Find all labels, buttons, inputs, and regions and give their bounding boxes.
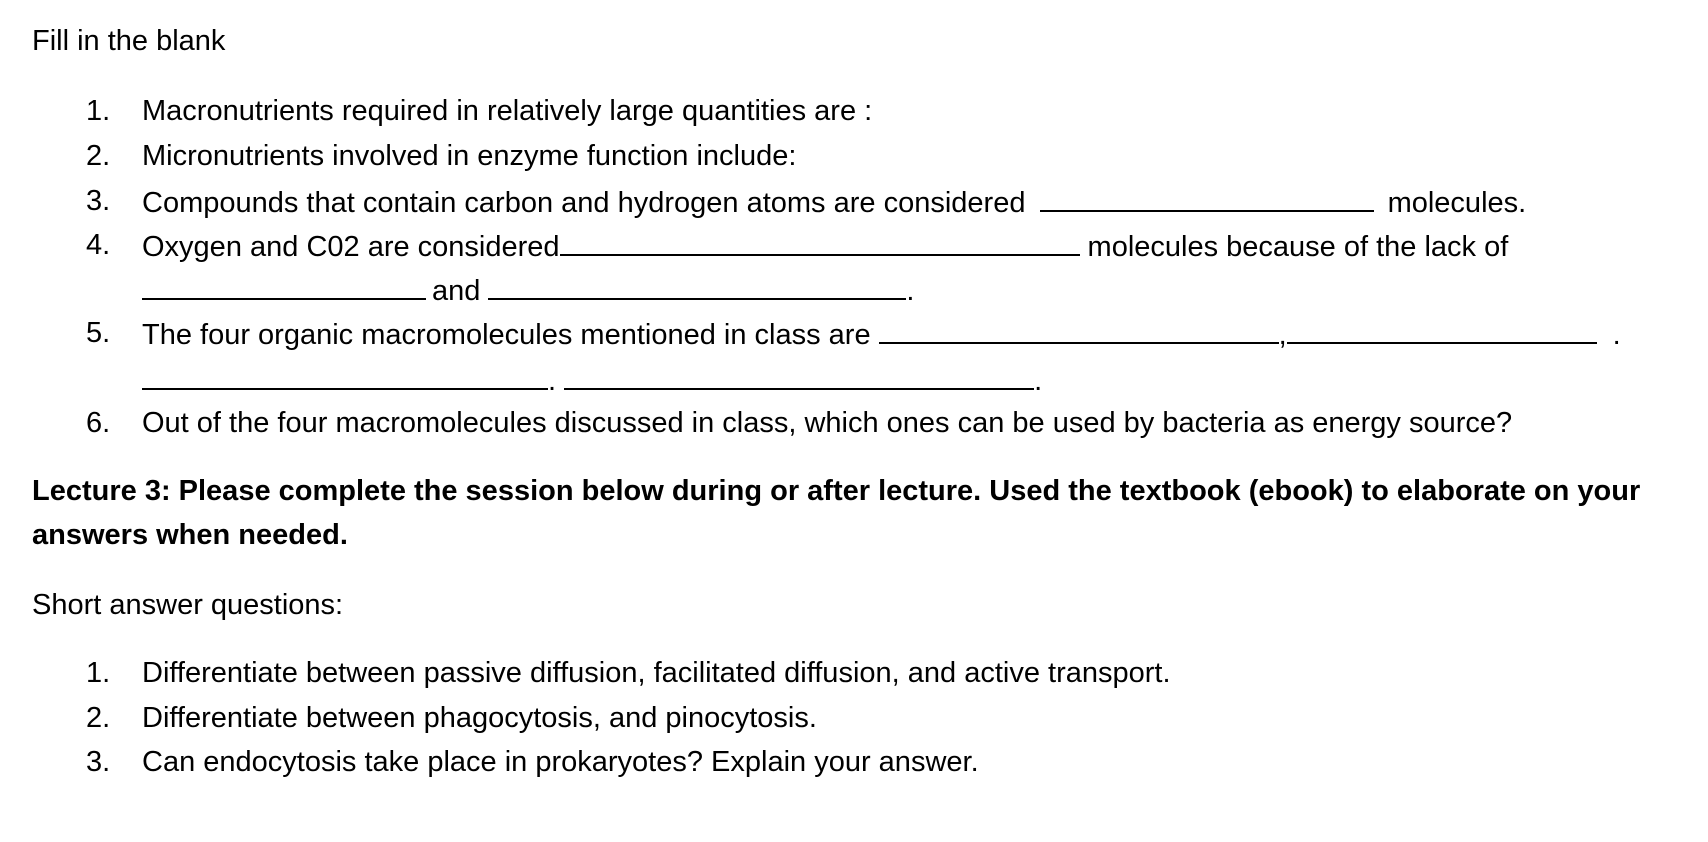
- item-text: Macronutrients required in relatively large quantities are :: [142, 95, 873, 127]
- item-text-mid: molecules because of the lack of: [1087, 231, 1509, 263]
- lecture-instructions-continued: answers when needed.: [32, 519, 348, 551]
- item-text-and: and: [432, 275, 481, 307]
- answer-blank[interactable]: [560, 228, 1080, 256]
- item-number: 3.: [86, 185, 111, 217]
- item-separator: ,: [1278, 319, 1287, 351]
- list-item-continuation: [142, 362, 1042, 398]
- list-item-continuation: [142, 272, 914, 308]
- answer-blank[interactable]: [1040, 184, 1374, 212]
- item-text: [142, 316, 1621, 352]
- item-text: Can endocytosis take place in prokaryotes? Explain your answer.: [142, 746, 979, 778]
- item-text-before: The four organic macromolecules mentioned in class are: [142, 319, 871, 351]
- item-number: 1.: [86, 657, 111, 689]
- item-text-after: molecules.: [1387, 187, 1527, 219]
- item-text: [142, 184, 1526, 220]
- short-answer-heading: Short answer questions:: [32, 589, 344, 621]
- item-text-end: .: [906, 275, 915, 307]
- answer-blank[interactable]: [488, 272, 906, 300]
- fill-in-heading: Fill in the blank: [32, 25, 226, 57]
- item-number: 5.: [86, 317, 111, 349]
- item-text: Out of the four macromolecules discussed in class, which ones can be used by bacteria as energy source?: [142, 407, 1513, 439]
- item-number: 2.: [86, 140, 111, 172]
- item-text: Differentiate between phagocytosis, and pinocytosis.: [142, 702, 817, 734]
- lecture-instructions: Lecture 3: Please complete the session below during or after lecture. Used the textbook (ebook) to elaborate on your: [32, 475, 1641, 507]
- item-number: 2.: [86, 702, 111, 734]
- answer-blank[interactable]: [564, 362, 1034, 390]
- item-number: 6.: [86, 407, 111, 439]
- item-number: 4.: [86, 229, 111, 261]
- item-text: Differentiate between passive diffusion, facilitated diffusion, and active transport.: [142, 657, 1171, 689]
- item-text: [142, 228, 1508, 264]
- item-text: Micronutrients involved in enzyme function include:: [142, 140, 797, 172]
- item-separator: .: [1612, 319, 1621, 351]
- item-number: 1.: [86, 95, 111, 127]
- item-separator: .: [548, 365, 557, 397]
- item-separator: .: [1034, 365, 1043, 397]
- answer-blank[interactable]: [1287, 316, 1597, 344]
- answer-blank[interactable]: [142, 362, 548, 390]
- answer-blank[interactable]: [879, 316, 1279, 344]
- item-text-before: Compounds that contain carbon and hydrogen atoms are considered: [142, 187, 1026, 219]
- answer-blank[interactable]: [142, 272, 426, 300]
- item-number: 3.: [86, 746, 111, 778]
- item-text-before: Oxygen and C02 are considered: [142, 231, 560, 263]
